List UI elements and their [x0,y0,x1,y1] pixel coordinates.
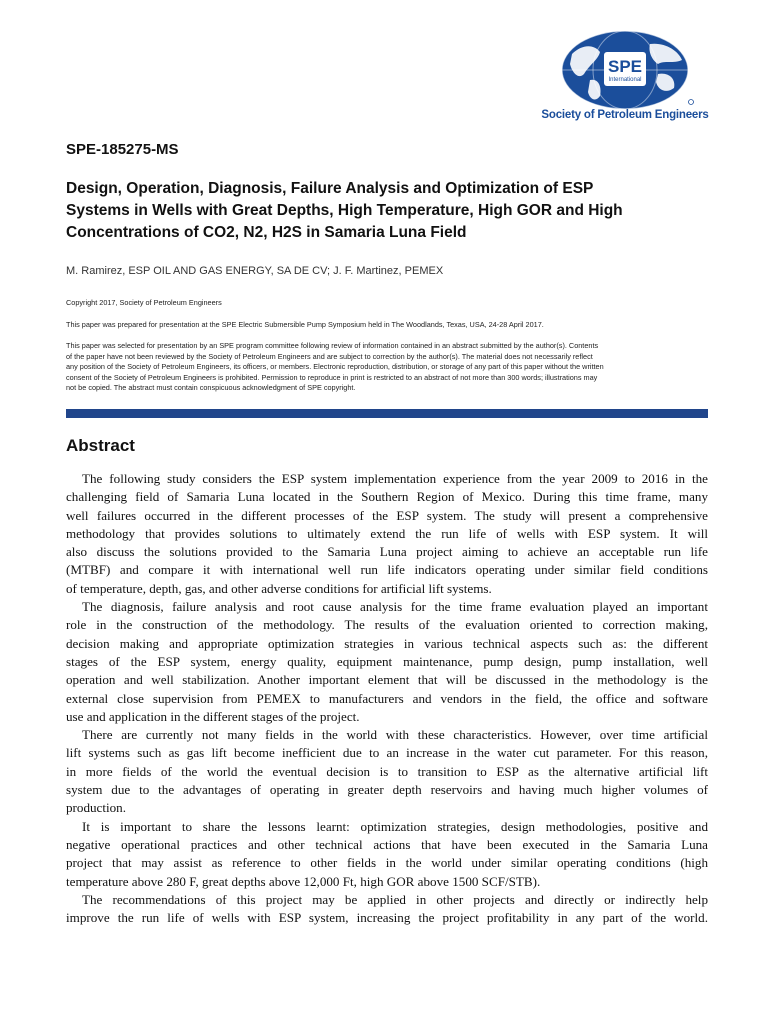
abstract-line: improve the run life of wells with ESP system, increasing the project profitability in any part of the world. [66,910,708,926]
abstract-heading: Abstract [66,436,135,455]
notice-line: This paper was selected for presentation by an SPE program committee following review of information contained in an abstract submitted by the author(s). Contents [66,341,599,350]
abstract-line: external close supervision from PEMEX to manufacturers and vendors in the field, the office and software [66,690,708,706]
notice-line: any position of the Society of Petroleum Engineers, its officers, or members. Electronic reproduction, distribution, or storage of any part of this paper without the written [66,362,604,372]
abstract-line: also discuss the solutions provided to the Samaria Luna project aiming to achieve an acceptable run life [66,544,708,560]
abstract-line: lift systems such as gas lift become inefficient due to an increase in the water cut parameter. For this reason, [66,745,708,761]
abstract-line: The following study considers the ESP system implementation experience from the year 2009 to 2016 in the [82,471,708,486]
abstract-line: operation and well stabilization. Another important element that will be discussed in the methodology is the [66,672,708,688]
notice-line: of the paper have not been reviewed by the Society of Petroleum Engineers and are subject to correction by the author(s). The material does not necessarily reflect [66,351,593,361]
society-name: Society of Petroleum Engineers [541,109,709,121]
abstract-line: use and application in the different stages of the project. [66,708,360,724]
copyright-notice: Copyright 2017, Society of Petroleum Engineers [66,298,222,307]
spe-logo [540,30,710,125]
globe-icon [554,30,696,110]
abstract-line: negative operational practices and other technical actions that have been executed in the Samaria Luna [66,836,708,852]
abstract-line: project that may assist as reference to other fields in the world under similar operating conditions (high [66,855,708,871]
abstract-line: methodology that provides solutions to ultimately extend the run life of wells with ESP system. It will [66,525,708,541]
title-line: Concentrations of CO2, N2, H2S in Samaria Luna Field [66,224,467,241]
abstract-line: It is important to share the lessons learnt: optimization strategies, design methodologies, positive and [82,818,708,834]
abstract-line: The diagnosis, failure analysis and root cause analysis for the time frame evaluation played an important [82,599,708,615]
presentation-notice: This paper was prepared for presentation at the SPE Electric Submersible Pump Symposium held in The Woodlands, Texas, USA, 24-28 April 2017. [66,320,544,329]
title-line: Systems in Wells with Great Depths, High Temperature, High GOR and High [66,202,623,219]
abstract-line: system due to the advantages of operating in greater depth reservoirs and having much higher volumes of [66,782,708,798]
abstract-line: in more fields of the world the eventual decision is to transition to ESP as the alternative artificial lift [66,763,708,779]
abstract-line: role in the construction of the methodology. The results of the evaluation oriented to correction making, [66,617,708,633]
abstract-body [66,470,708,927]
abstract-line: temperature above 280 F, great depths above 12,000 Ft, high GOR above 1500 SCF/STB). [66,873,541,889]
notice-line: consent of the Society of Petroleum Engineers is prohibited. Permission to reproduce in print is restricted to an abstract of not more than 300 words; illustrations may [66,372,598,382]
abstract-line: There are currently not many fields in the world with these characteristics. However, over time artificial [82,727,708,743]
selection-notice [66,341,708,394]
registered-mark-icon [689,100,694,105]
abstract-line: decision making and appropriate optimization strategies in various technical aspects such as: the different [66,635,708,651]
paper-title [66,178,706,244]
logo-text: SPE [607,57,643,76]
abstract-line: The recommendations of this project may be applied in other projects and directly or indirectly help [82,891,708,907]
abstract-line: of temperature, depth, gas, and other adverse conditions for artificial lift systems. [66,580,492,596]
abstract-line: challenging field of Samaria Luna located in the Southern Region of Mexico. During this time frame, many [66,489,708,505]
abstract-line: production. [66,800,127,816]
notice-line: not be copied. The abstract must contain conspicuous acknowledgment of SPE copyright. [66,383,356,393]
abstract-line: well failures occurred in the different processes of the ESP system. The study will present a comprehensive [66,507,708,523]
paper-id: SPE-185275-MS [66,141,179,158]
abstract-line: (MTBF) and compare it with international well run life indicators operating under similar field conditions [66,562,708,578]
title-line: Design, Operation, Diagnosis, Failure Analysis and Optimization of ESP [66,180,594,197]
abstract-line: stages of the ESP system, energy quality, equipment maintenance, pump design, pump installation, well [66,653,708,669]
header-divider [66,409,708,418]
author-list: M. Ramirez, ESP OIL AND GAS ENERGY, SA DE CV; J. F. Martinez, PEMEX [66,265,444,277]
logo-subtext: International [608,77,642,83]
